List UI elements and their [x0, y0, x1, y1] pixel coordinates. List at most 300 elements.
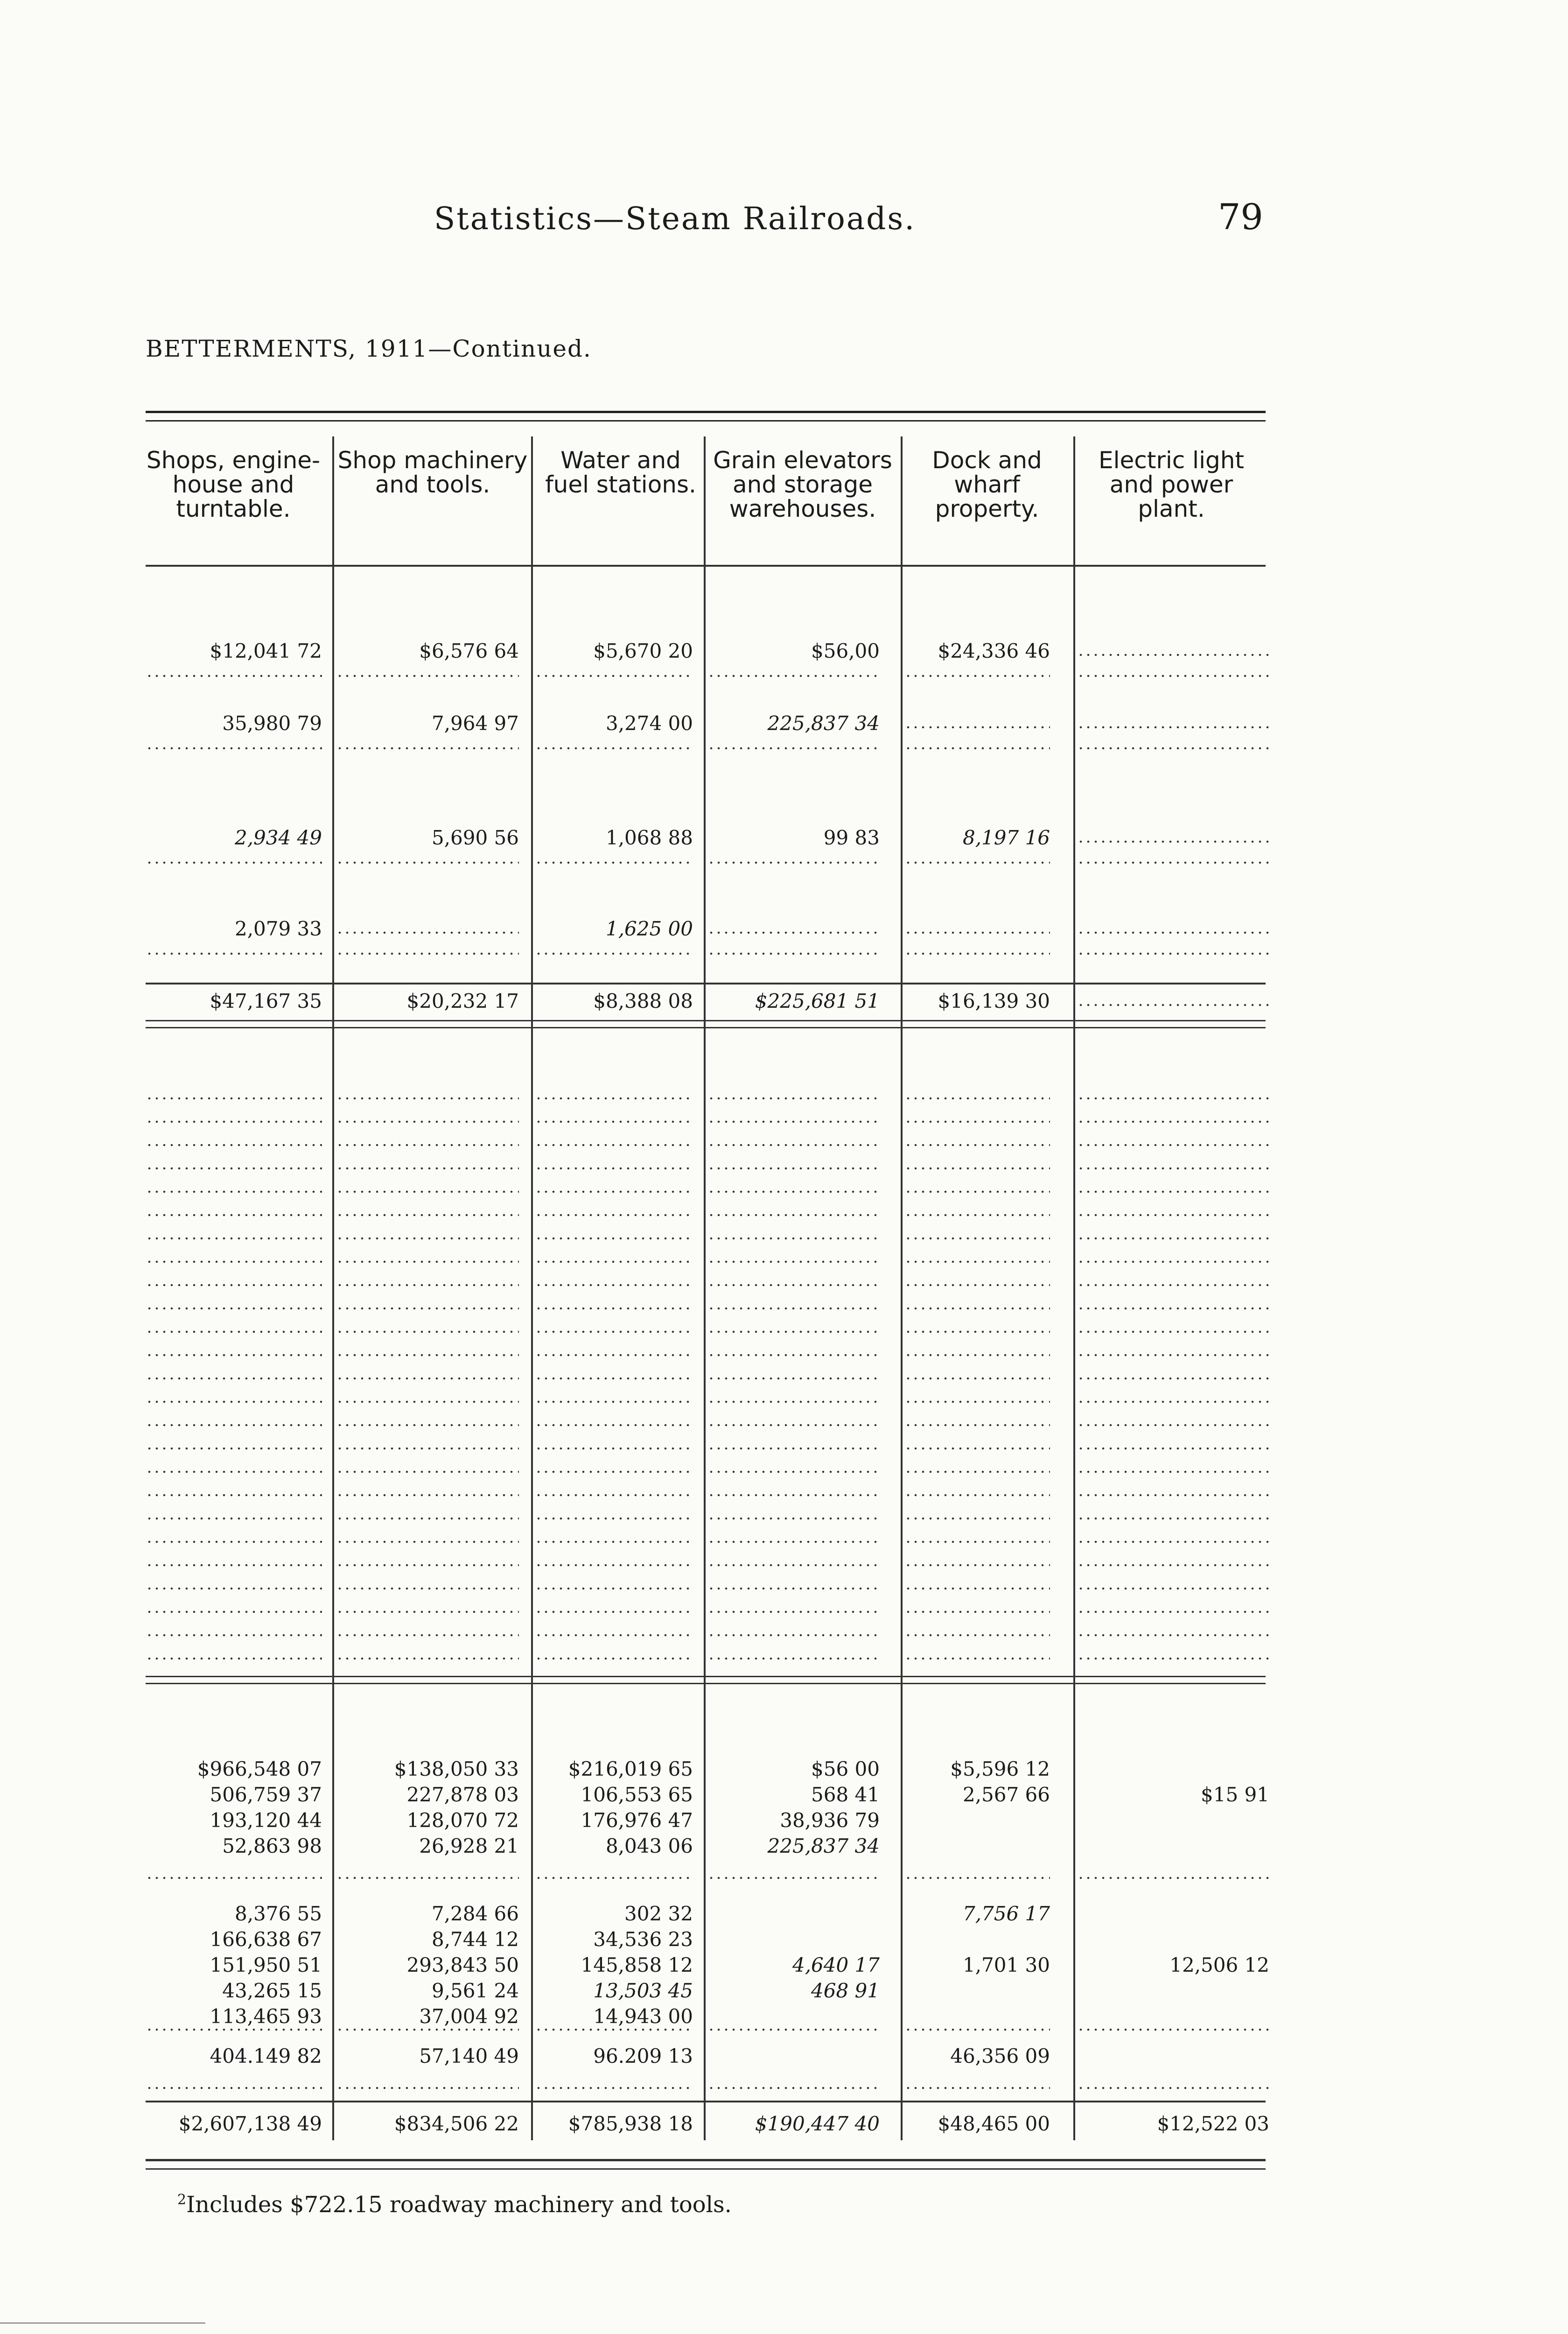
dot-leader	[336, 1214, 519, 1216]
dot-leader	[707, 861, 880, 864]
dot-leader	[904, 1377, 1050, 1380]
table-cell: $15 91	[1201, 1783, 1269, 1806]
dot-leader	[146, 747, 322, 750]
table-cell: 12,506 12	[1169, 1954, 1269, 1976]
dot-leader	[1077, 1540, 1269, 1543]
dot-leader	[707, 675, 880, 677]
dot-leader	[1077, 654, 1269, 656]
dot-leader	[336, 1470, 519, 1473]
table-cell: $56,00	[811, 640, 880, 662]
dot-leader	[535, 1214, 693, 1216]
dot-leader	[707, 1214, 880, 1216]
table-cell: 293,843 50	[406, 1954, 519, 1976]
column-divider	[1073, 436, 1075, 2140]
table-cell: 7,756 17	[962, 1902, 1050, 1925]
dot-leader	[336, 1447, 519, 1450]
dot-leader	[707, 1447, 880, 1450]
dot-leader	[146, 1634, 322, 1637]
dot-leader	[707, 1564, 880, 1567]
dot-leader	[146, 1494, 322, 1497]
dot-leader	[1077, 1587, 1269, 1590]
dot-leader	[1077, 1424, 1269, 1427]
table-cell: 506,759 37	[210, 1783, 322, 1806]
dot-leader	[336, 1424, 519, 1427]
dot-leader	[904, 747, 1050, 750]
dot-leader	[146, 1354, 322, 1357]
page-edge-line	[0, 2322, 205, 2324]
total-cell: $16,139 30	[938, 990, 1050, 1012]
dot-leader	[904, 1190, 1050, 1193]
table-cell: 2,567 66	[962, 1783, 1050, 1806]
dot-leader	[336, 1494, 519, 1497]
total-cell: $834,506 22	[394, 2112, 519, 2135]
dot-leader	[146, 1144, 322, 1146]
table-cell: 43,265 15	[222, 1979, 322, 2002]
dot-leader	[1077, 1004, 1269, 1006]
dot-leader	[146, 675, 322, 677]
total-cell: $8,388 08	[593, 990, 693, 1012]
table-cell: 46,356 09	[950, 2045, 1050, 2067]
dot-leader	[1077, 1214, 1269, 1216]
dot-leader	[535, 1307, 693, 1310]
dot-leader	[707, 1610, 880, 1613]
dot-leader	[707, 1400, 880, 1403]
column-divider	[901, 436, 903, 2140]
dot-leader	[1077, 2028, 1269, 2031]
dot-leader	[336, 1307, 519, 1310]
dot-leader	[904, 1120, 1050, 1123]
dot-leader	[535, 747, 693, 750]
dot-leader	[336, 1587, 519, 1590]
total-cell: $48,465 00	[938, 2112, 1050, 2135]
dot-leader	[1077, 1400, 1269, 1403]
dot-leader	[535, 2028, 693, 2031]
section-subtitle: BETTERMENTS, 1911—Continued.	[146, 335, 592, 362]
dot-leader	[707, 2028, 880, 2031]
dot-leader	[146, 2087, 322, 2089]
dot-leader	[535, 1330, 693, 1333]
dot-leader	[1077, 1517, 1269, 1520]
dot-leader	[904, 2028, 1050, 2031]
dot-leader	[146, 1307, 322, 1310]
dot-leader	[904, 1610, 1050, 1613]
total-rule	[146, 2101, 1266, 2102]
dot-leader	[904, 1167, 1050, 1170]
page-number: 79	[1218, 196, 1263, 238]
dot-leader	[707, 1307, 880, 1310]
total-rule	[146, 2159, 1266, 2161]
table-cell: 52,863 98	[222, 1835, 322, 1857]
column-header-grain-elevators: Grain elevators and storage warehouses.	[713, 447, 892, 522]
table-cell: 96.209 13	[593, 2045, 693, 2067]
dot-leader	[904, 1307, 1050, 1310]
dot-leader	[535, 1354, 693, 1357]
dot-leader	[1077, 1330, 1269, 1333]
dot-leader	[707, 1657, 880, 1660]
table-cell: $56 00	[811, 1758, 880, 1780]
table-cell: 7,284 66	[431, 1902, 519, 1925]
table-cell: 9,561 24	[431, 1979, 519, 2002]
dot-leader	[336, 1097, 519, 1100]
total-rule	[146, 2168, 1266, 2170]
dot-leader	[904, 1260, 1050, 1263]
dot-leader	[336, 1877, 519, 1879]
total-cell: $225,681 51	[755, 990, 880, 1012]
dot-leader	[146, 1470, 322, 1473]
dot-leader	[535, 1237, 693, 1240]
dot-leader	[535, 1144, 693, 1146]
dot-leader	[146, 1424, 322, 1427]
footnote	[177, 2192, 732, 2218]
dot-leader	[535, 861, 693, 864]
table-cell: 113,465 93	[210, 2005, 322, 2028]
dot-leader	[336, 2087, 519, 2089]
dot-leader	[1077, 1470, 1269, 1473]
dot-leader	[904, 1424, 1050, 1427]
dot-leader	[1077, 952, 1269, 955]
dot-leader	[336, 1190, 519, 1193]
column-divider	[704, 436, 706, 2140]
dot-leader	[904, 1214, 1050, 1216]
dot-leader	[535, 2087, 693, 2089]
dot-leader	[1077, 861, 1269, 864]
table-cell: 14,943 00	[593, 2005, 693, 2028]
dot-leader	[904, 1517, 1050, 1520]
table-cell: 1,701 30	[962, 1954, 1050, 1976]
dot-leader	[904, 1634, 1050, 1637]
dot-leader	[707, 1120, 880, 1123]
dot-leader	[336, 747, 519, 750]
table-cell: 302 32	[624, 1902, 693, 1925]
column-header-shop-machinery: Shop machinery and tools.	[337, 447, 528, 498]
column-header-dock-wharf: Dock and wharf property.	[932, 447, 1042, 522]
dot-leader	[146, 1447, 322, 1450]
table-cell: 8,043 06	[605, 1835, 693, 1857]
table-cell: 404.149 82	[210, 2045, 322, 2067]
table-cell: 468 91	[811, 1979, 880, 2002]
table-cell: 166,638 67	[210, 1928, 322, 1951]
dot-leader	[707, 1144, 880, 1146]
dot-leader	[707, 1330, 880, 1333]
dot-leader	[707, 1190, 880, 1193]
dot-leader	[146, 1120, 322, 1123]
dot-leader	[904, 861, 1050, 864]
dot-leader	[535, 1517, 693, 1520]
total-cell: $20,232 17	[406, 990, 519, 1012]
dot-leader	[146, 1564, 322, 1567]
table-cell: $6,576 64	[419, 640, 519, 662]
dot-leader	[1077, 1377, 1269, 1380]
dot-leader	[336, 1120, 519, 1123]
dot-leader	[146, 1214, 322, 1216]
table-cell: 193,120 44	[210, 1809, 322, 1832]
dot-leader	[1077, 1610, 1269, 1613]
top-rule	[146, 411, 1266, 413]
dot-leader	[336, 1167, 519, 1170]
table-cell: 1,068 88	[605, 826, 693, 849]
total-rule	[146, 1676, 1266, 1677]
dot-leader	[1077, 1354, 1269, 1357]
table-cell: 8,376 55	[234, 1902, 322, 1925]
dot-leader	[1077, 1190, 1269, 1193]
dot-leader	[146, 1284, 322, 1287]
page-title: Statistics—Steam Railroads.	[434, 201, 916, 237]
footnote-text: Includes $722.15 roadway machinery and tools.	[186, 2192, 732, 2218]
dot-leader	[535, 1167, 693, 1170]
dot-leader	[707, 2087, 880, 2089]
column-header-water-fuel: Water and fuel stations.	[545, 447, 696, 498]
table-cell: 151,950 51	[210, 1954, 322, 1976]
dot-leader	[904, 931, 1050, 934]
table-cell: 225,837 34	[767, 712, 880, 735]
total-rule	[146, 1027, 1266, 1028]
dot-leader	[904, 1470, 1050, 1473]
dot-leader	[1077, 1167, 1269, 1170]
table-cell: 7,964 97	[431, 712, 519, 735]
dot-leader	[707, 1284, 880, 1287]
dot-leader	[707, 1167, 880, 1170]
table-cell: 128,070 72	[406, 1809, 519, 1832]
dot-leader	[707, 1237, 880, 1240]
dot-leader	[707, 1354, 880, 1357]
table-cell: 8,744 12	[431, 1928, 519, 1951]
dot-leader	[535, 1190, 693, 1193]
dot-leader	[146, 1097, 322, 1100]
dot-leader	[336, 1657, 519, 1660]
table-cell: 2,079 33	[234, 917, 322, 940]
dot-leader	[707, 1377, 880, 1380]
table-cell: 38,936 79	[780, 1809, 880, 1832]
table-cell: 2,934 49	[234, 826, 322, 849]
dot-leader	[904, 1447, 1050, 1450]
dot-leader	[535, 1610, 693, 1613]
dot-leader	[146, 1877, 322, 1879]
table-cell: 176,976 47	[581, 1809, 693, 1832]
dot-leader	[707, 1494, 880, 1497]
dot-leader	[535, 1494, 693, 1497]
dot-leader	[336, 1144, 519, 1146]
footnote-marker: 2	[177, 2192, 187, 2208]
dot-leader	[535, 1657, 693, 1660]
table-cell: 106,553 65	[581, 1783, 693, 1806]
dot-leader	[1077, 675, 1269, 677]
dot-leader	[336, 1354, 519, 1357]
dot-leader	[1077, 1634, 1269, 1637]
dot-leader	[707, 1877, 880, 1879]
dot-leader	[336, 1564, 519, 1567]
table-cell: $12,041 72	[210, 640, 322, 662]
table-cell: $24,336 46	[938, 640, 1050, 662]
dot-leader	[904, 1284, 1050, 1287]
dot-leader	[707, 1587, 880, 1590]
dot-leader	[707, 1517, 880, 1520]
dot-leader	[904, 1400, 1050, 1403]
dot-leader	[707, 1540, 880, 1543]
table-cell: 227,878 03	[406, 1783, 519, 1806]
dot-leader	[535, 1120, 693, 1123]
table-cell: 99 83	[823, 826, 880, 849]
dot-leader	[146, 1587, 322, 1590]
total-cell: $2,607,138 49	[178, 2112, 322, 2135]
dot-leader	[707, 1097, 880, 1100]
dot-leader	[336, 675, 519, 677]
top-rule-2	[146, 420, 1266, 422]
dot-leader	[535, 1424, 693, 1427]
dot-leader	[535, 1877, 693, 1879]
dot-leader	[336, 1284, 519, 1287]
dot-leader	[707, 952, 880, 955]
dot-leader	[146, 1167, 322, 1170]
dot-leader	[904, 1237, 1050, 1240]
dot-leader	[904, 1494, 1050, 1497]
total-rule	[146, 983, 1266, 984]
dot-leader	[146, 1377, 322, 1380]
dot-leader	[146, 2028, 322, 2031]
dot-leader	[535, 1587, 693, 1590]
dot-leader	[1077, 1657, 1269, 1660]
header-underline	[146, 565, 1266, 567]
dot-leader	[336, 1634, 519, 1637]
dot-leader	[1077, 2087, 1269, 2089]
dot-leader	[146, 1540, 322, 1543]
dot-leader	[336, 2028, 519, 2031]
table-cell: 26,928 21	[419, 1835, 519, 1857]
dot-leader	[535, 1470, 693, 1473]
dot-leader	[336, 952, 519, 955]
table-cell: $216,019 65	[568, 1758, 693, 1780]
dot-leader	[904, 1097, 1050, 1100]
dot-leader	[1077, 726, 1269, 729]
dot-leader	[146, 1330, 322, 1333]
dot-leader	[904, 1564, 1050, 1567]
dot-leader	[146, 1400, 322, 1403]
dot-leader	[707, 1470, 880, 1473]
dot-leader	[146, 1517, 322, 1520]
dot-leader	[904, 1144, 1050, 1146]
table-cell: 4,640 17	[792, 1954, 880, 1976]
dot-leader	[535, 1447, 693, 1450]
table-cell: 5,690 56	[431, 826, 519, 849]
column-header-shops: Shops, engine-house and turntable.	[146, 447, 321, 522]
table-cell: 8,197 16	[962, 826, 1050, 849]
dot-leader	[707, 1260, 880, 1263]
dot-leader	[707, 1424, 880, 1427]
dot-leader	[535, 1260, 693, 1263]
dot-leader	[535, 1540, 693, 1543]
table-cell: $5,670 20	[593, 640, 693, 662]
dot-leader	[904, 726, 1050, 729]
dot-leader	[1077, 931, 1269, 934]
dot-leader	[1077, 840, 1269, 843]
dot-leader	[336, 1400, 519, 1403]
dot-leader	[904, 1354, 1050, 1357]
dot-leader	[336, 1260, 519, 1263]
dot-leader	[146, 952, 322, 955]
dot-leader	[336, 931, 519, 934]
dot-leader	[336, 1610, 519, 1613]
dot-leader	[535, 675, 693, 677]
table-cell: 37,004 92	[419, 2005, 519, 2028]
table-cell: $966,548 07	[197, 1758, 322, 1780]
table-cell: $5,596 12	[950, 1758, 1050, 1780]
total-cell: $47,167 35	[210, 990, 322, 1012]
total-cell: $190,447 40	[755, 2112, 880, 2135]
table-cell: $138,050 33	[394, 1758, 519, 1780]
dot-leader	[904, 1330, 1050, 1333]
dot-leader	[146, 1260, 322, 1263]
total-cell: $12,522 03	[1157, 2112, 1269, 2135]
column-divider	[332, 436, 334, 2140]
total-rule	[146, 1020, 1266, 1021]
dot-leader	[1077, 1564, 1269, 1567]
dot-leader	[336, 861, 519, 864]
dot-leader	[1077, 1144, 1269, 1146]
dot-leader	[535, 1097, 693, 1100]
dot-leader	[1077, 1097, 1269, 1100]
dot-leader	[146, 1657, 322, 1660]
total-cell: $785,938 18	[568, 2112, 693, 2135]
dot-leader	[1077, 1237, 1269, 1240]
dot-leader	[1077, 1307, 1269, 1310]
table-cell: 1,625 00	[605, 917, 693, 940]
dot-leader	[336, 1517, 519, 1520]
dot-leader	[535, 1377, 693, 1380]
dot-leader	[336, 1237, 519, 1240]
dot-leader	[904, 1587, 1050, 1590]
dot-leader	[904, 2087, 1050, 2089]
table-cell: 34,536 23	[593, 1928, 693, 1951]
table-cell: 3,274 00	[605, 712, 693, 735]
table-cell: 13,503 45	[593, 1979, 693, 2002]
dot-leader	[904, 1540, 1050, 1543]
dot-leader	[535, 1284, 693, 1287]
table-cell: 35,980 79	[222, 712, 322, 735]
column-header-electric-plant: Electric light and power plant.	[1099, 447, 1244, 522]
dot-leader	[146, 861, 322, 864]
dot-leader	[535, 1634, 693, 1637]
dot-leader	[535, 952, 693, 955]
dot-leader	[1077, 1494, 1269, 1497]
total-rule	[146, 1683, 1266, 1684]
table-cell: 145,858 12	[581, 1954, 693, 1976]
dot-leader	[707, 1634, 880, 1637]
dot-leader	[904, 952, 1050, 955]
dot-leader	[707, 931, 880, 934]
dot-leader	[707, 747, 880, 750]
dot-leader	[904, 1657, 1050, 1660]
column-divider	[531, 436, 533, 2140]
table-cell: 225,837 34	[767, 1835, 880, 1857]
dot-leader	[336, 1540, 519, 1543]
dot-leader	[1077, 1284, 1269, 1287]
dot-leader	[336, 1330, 519, 1333]
table-cell: 568 41	[811, 1783, 880, 1806]
dot-leader	[535, 1564, 693, 1567]
dot-leader	[1077, 1877, 1269, 1879]
dot-leader	[904, 1877, 1050, 1879]
dot-leader	[904, 675, 1050, 677]
dot-leader	[336, 1377, 519, 1380]
dot-leader	[146, 1190, 322, 1193]
dot-leader	[1077, 1120, 1269, 1123]
table-cell: 57,140 49	[419, 2045, 519, 2067]
dot-leader	[146, 1237, 322, 1240]
dot-leader	[1077, 1260, 1269, 1263]
dot-leader	[535, 1400, 693, 1403]
dot-leader	[1077, 747, 1269, 750]
dot-leader	[1077, 1447, 1269, 1450]
dot-leader	[146, 1610, 322, 1613]
